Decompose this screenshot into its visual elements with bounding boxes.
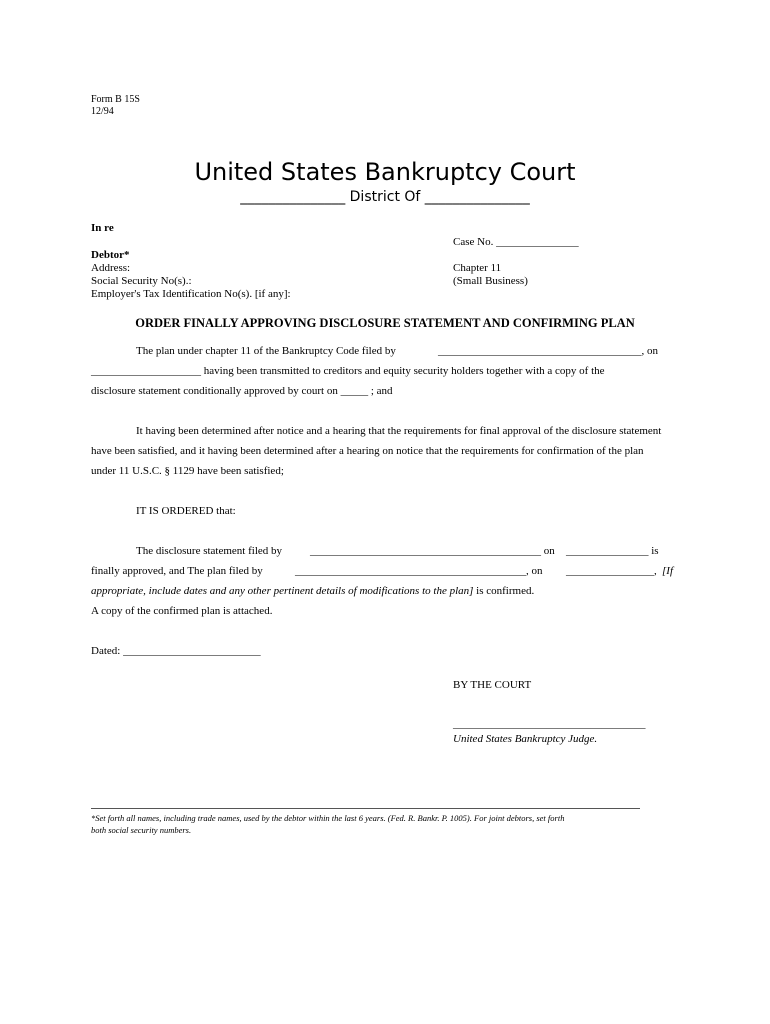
disclosure-filed-text: The disclosure statement filed by (136, 545, 283, 557)
debtor-label: Debtor* (91, 249, 130, 261)
plan-filed-text: The plan under chapter 11 of the Bankruptcy Code filed by (136, 345, 396, 357)
by-the-court: BY THE COURT (453, 679, 532, 691)
conditional-approval-text: disclosure statement conditionally approved by court on _____ ; and (91, 385, 393, 397)
plan-filer-blank: _____________________________________, on (438, 345, 658, 357)
is-confirmed-text: is confirmed. (476, 585, 535, 597)
in-re-label: In re (91, 222, 114, 234)
district-line: _______________ District Of _______________ (240, 189, 530, 205)
order-title: ORDER FINALLY APPROVING DISCLOSURE STATEMENT AND CONFIRMING PLAN (135, 316, 635, 330)
address-label: Address: (91, 262, 131, 274)
modifications-note: appropriate, include dates and any other pertinent details of modifications to the plan] (91, 585, 474, 597)
if-note-start: [If (662, 565, 673, 577)
determination-line-3: under 11 U.S.C. § 1129 have been satisfied; (91, 465, 284, 477)
copy-attached-text: A copy of the confirmed plan is attached. (91, 605, 273, 617)
disclosure-date-blank: _______________ is (566, 545, 659, 557)
small-business-label: (Small Business) (453, 275, 528, 287)
determination-line-2: have been satisfied, and it having been determined after a hearing on notice that the requirements for confirmation of the plan (91, 445, 644, 457)
plan-date-blank: ________________, (566, 565, 657, 577)
determination-line-1: It having been determined after notice and a hearing that the requirements for final approval of the disclosure statement (136, 425, 662, 437)
footnote-line-1: *Set forth all names, including trade names, used by the debtor within the last 6 years. (Fed. R. Bankr. P. 1005). For joint debtors, set forth (91, 813, 565, 823)
plan-filer-blank-2: __________________________________________, on (295, 565, 543, 577)
dated-field: Dated: _________________________ (91, 645, 261, 657)
form-number: Form B 15S (91, 94, 140, 105)
case-number-field: Case No. _______________ (453, 236, 579, 248)
court-title: United States Bankruptcy Court (194, 158, 576, 186)
footnote-divider (91, 808, 640, 809)
ssn-label: Social Security No(s).: (91, 275, 192, 287)
plan-transmitted-text: ____________________ having been transmitted to creditors and equity security holders together with a copy of the (91, 365, 605, 377)
tax-id-label: Employer's Tax Identification No(s). [if any]: (91, 288, 291, 300)
judge-title: United States Bankruptcy Judge. (453, 733, 598, 745)
footnote-line-2: both social security numbers. (91, 825, 192, 835)
chapter-label: Chapter 11 (453, 262, 502, 274)
form-date: 12/94 (91, 106, 114, 117)
judge-signature-line: ___________________________________ (453, 718, 646, 730)
modifications-line (91, 585, 534, 597)
finally-approved-text: finally approved, and The plan filed by (91, 565, 263, 577)
it-is-ordered: IT IS ORDERED that: (136, 505, 236, 517)
disclosure-filer-blank: __________________________________________ on (310, 545, 555, 557)
